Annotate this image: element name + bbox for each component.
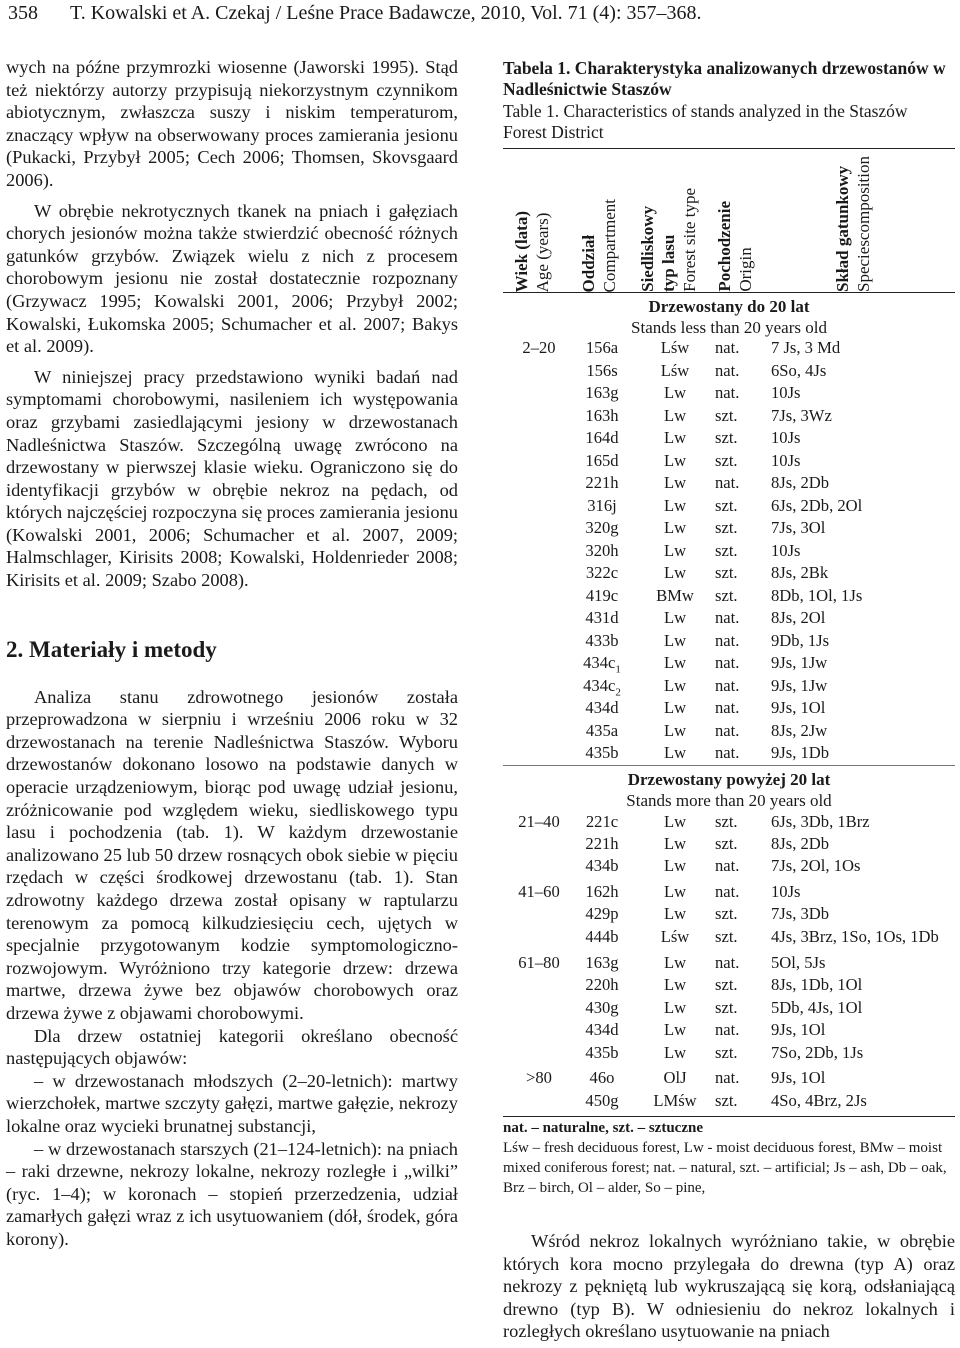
cell-species: 9Js, 1Jw (771, 653, 828, 672)
left-column (6, 56, 458, 1251)
table-row (503, 607, 955, 630)
cell-species: 9Db, 1Js (771, 630, 830, 650)
table-row (503, 881, 955, 904)
header-age-en: Age (years) (533, 212, 552, 292)
cell-species: 5Ol, 5Js (771, 953, 826, 972)
cell-origin: nat. (715, 743, 740, 762)
cell-site-type: Lśw (660, 927, 690, 946)
paragraph-4: Analiza stanu zdrowotnego jesionów została przeprowadzona w sierpniu i wrześniu 2006 roku w 32 drzewostanach na terenie Nadleśnictwa Staszów. Wyboru drzewostanów dokonano losowo na podstawie danych w operacie urządzeniowym, biorąc pod uwagę udział jesionu, zróżnicowanie pod względem wieku, siedliskowego typu lasu i pochodzenia (tab. 1). W każdym drzewostanie analizowano 25 lub 50 drzew rosnących obok siebie w pięciu rzędach w części środkowej drzewostanu (tab. 1). Stan zdrowotny każdego drzewa został opisany w raptularzu terenowym za pomocą kilkudziesięciu cech, ujętych w specjalnie przygotowanym kodzie symptomologiczno-rozwojowym. Wyróżniono trzy kategorie drzew: drzewa martwe, drzewa żywe bez objawów chorobowych oraz drzewa żywe z objawami chorobowymi. (6, 686, 458, 1023)
table-row (503, 495, 955, 518)
cell-compartment: 320h (585, 540, 619, 560)
cell-site-type: Lw (663, 1043, 687, 1062)
table-row (503, 652, 955, 675)
table-row (503, 1019, 955, 1042)
table-row (503, 517, 955, 540)
table-row (503, 811, 955, 834)
table-row (503, 450, 955, 473)
cell-species: 10Js (771, 540, 801, 560)
header-site-type (637, 150, 703, 292)
cell-species: 7So, 2Db, 1Js (771, 1043, 864, 1062)
cell-species: 6Js, 2Db, 2Ol (771, 495, 863, 515)
cell-origin: nat. (715, 953, 740, 972)
table-row (503, 720, 955, 743)
cell-species: 8Js, 2Db (771, 473, 830, 492)
cell-compartment: 419c (585, 585, 619, 605)
cell-site-type: Lw (663, 1020, 687, 1039)
cell-compartment: 162h (585, 882, 619, 901)
paragraph-7: – w drzewostanach starszych (21–124-letnich): na pniach – raki drzewne, nekrozy lokalne, nekrozy rozległe i „wilki” (ryc. 1–4); w koronach – stopień przerzedzenia, udział zamarłych gałęzi wraz z ich usytuowaniem (dół, środek, góra korony). (6, 1138, 458, 1249)
cell-compartment: $434c_2$ (583, 675, 621, 698)
header-age-pl: Wiek (lata) (512, 210, 531, 292)
paragraph-5: Dla drzew ostatniej kategorii określano obecność następujących objawów: (6, 1025, 458, 1069)
cell-site-type: Lśw (660, 360, 690, 380)
cell-compartment: 434d (585, 698, 619, 717)
header-site-pl1: Siedliskowy (638, 206, 657, 292)
header-age (511, 150, 557, 292)
table-note-bold (503, 1118, 955, 1138)
cell-compartment: 163g (585, 383, 619, 402)
table-top-rule (503, 148, 955, 149)
cell-origin: nat. (715, 338, 740, 357)
cell-species: 8Js, 2Ol (771, 608, 826, 627)
cell-compartment: 435b (585, 743, 619, 762)
cell-compartment: 434b (585, 856, 619, 875)
table-row (503, 1067, 955, 1090)
header-orig-en: Origin (736, 247, 755, 292)
section-heading: 2. Materiały i metody (6, 636, 217, 662)
header-orig-pl: Pochodzenie (715, 201, 734, 292)
table-row (503, 360, 955, 383)
cell-species: 7Js, 3Wz (771, 405, 832, 425)
cell-site-type: Lw (663, 383, 687, 402)
cell-site-type: Lw (663, 904, 687, 923)
table-row (503, 585, 955, 608)
cell-origin: nat. (715, 720, 740, 740)
cell-site-type: Lw (663, 856, 687, 875)
table-row (503, 952, 955, 975)
cell-compartment: 450g (585, 1091, 619, 1110)
cell-site-type: Lw (663, 495, 687, 515)
cell-age: >80 (526, 1068, 552, 1087)
right-paragraph-1: Wśród nekroz lokalnych wyróżniano takie, w obrębie których kora mocno przylegała do drewna (typ A) oraz nekrozy z pękniętą lub wykruszającą się korą, odsłaniającą drewno (typ B). W odniesieniu do nekroz lokalnych i rozległych określano usytuowanie na pniach (503, 1231, 955, 1342)
paragraph-3: W niniejszej pracy przedstawiono wyniki badań nad symptomami chorobowymi, nasileniem ich występowania oraz grzybami zasiedlającymi jesiony w drzewostanach Nadleśnictwa Staszów. Szczególną uwagę zwrócono na drzewostany w pierwszej klasie wieku. Ograniczono się do identyfikacji grzybów w obrębie nekroz na pędach, od których najczęściej rozpoczyna się proces zamierania jesionu (Kowalski 2001, 2006; Schumacher et al. 2007, 2009; Halmschlager, Kirisits 2008; Kowalski, Holdenrieder 2008; Kirisits et al. 2009; Szabo 2008). (6, 366, 458, 591)
header-rule (503, 292, 955, 293)
cell-origin: szt. (715, 927, 738, 946)
cell-species: 10Js (771, 450, 801, 470)
cell-origin: nat. (715, 630, 740, 650)
table-caption (503, 58, 955, 143)
section-1-pl: Drzewostany do 20 lat (648, 297, 810, 316)
table-row (503, 630, 955, 653)
cell-origin: nat. (715, 1020, 740, 1039)
section-1-title (503, 296, 955, 338)
cell-site-type: BMw (656, 585, 694, 605)
page-number: 358 (8, 2, 38, 24)
cell-origin: szt. (715, 904, 738, 923)
cell-site-type: LMśw (653, 1091, 697, 1110)
cell-origin: szt. (715, 834, 738, 853)
section-1-en: Stands less than 20 years old (631, 318, 827, 337)
cell-origin: szt. (715, 428, 738, 447)
cell-origin: nat. (715, 653, 740, 672)
cell-site-type: OlJ (663, 1068, 687, 1087)
cell-age: 41–60 (518, 882, 560, 901)
cell-compartment-subscript: 1 (615, 663, 621, 676)
cell-species: 8Js, 1Db, 1Ol (771, 975, 863, 994)
cell-site-type: Lw (663, 518, 687, 537)
cell-compartment: 320g (585, 518, 619, 537)
cell-species: 8Js, 2Jw (771, 720, 828, 740)
cell-compartment: 221h (585, 834, 619, 853)
cell-compartment: 435b (585, 1043, 619, 1062)
cell-site-type: Lw (663, 743, 687, 762)
header-site-en: Forest site type (680, 188, 699, 292)
cell-site-type: Lw (663, 975, 687, 994)
cell-species: 8Db, 1Ol, 1Js (771, 585, 863, 605)
table-row (503, 337, 955, 360)
cell-site-type: Lw (663, 473, 687, 492)
cell-species: 5Db, 4Js, 1Ol (771, 998, 863, 1017)
table-row (503, 997, 955, 1020)
header-origin (714, 150, 760, 292)
cell-species: 10Js (771, 428, 801, 447)
cell-compartment: 46o (589, 1068, 615, 1087)
header-site-pl2: typ lasu (659, 234, 678, 292)
cell-species: 9Js, 1Jw (771, 675, 828, 695)
cell-origin: nat. (715, 698, 740, 717)
note-bold-text: nat. – naturalne, szt. – sztuczne (503, 1120, 703, 1136)
cell-site-type: Lw (663, 405, 687, 425)
table-note-en: Lśw – fresh deciduous forest, Lw - moist deciduous forest, BMw – moist mixed coniferous forest; nat. – natural, szt. – artificial; Js – ash, Db – oak, Brz – birch, Ol – alder, So – pine, (503, 1140, 947, 1196)
cell-compartment: 221c (585, 812, 619, 831)
cell-origin: szt. (715, 998, 738, 1017)
cell-species: 7Js, 2Ol, 1Os (771, 856, 861, 875)
cell-origin: nat. (715, 360, 740, 380)
cell-origin: nat. (715, 473, 740, 492)
cell-compartment: 164d (585, 428, 619, 447)
table-row (503, 903, 955, 926)
cell-compartment: 444b (585, 927, 619, 946)
cell-origin: szt. (715, 563, 738, 582)
cell-site-type: Lw (663, 608, 687, 627)
cell-site-type: Lw (663, 720, 687, 740)
header-spec-en1: Species (854, 240, 873, 292)
cell-origin: szt. (715, 1091, 738, 1110)
cell-site-type: Lśw (660, 338, 690, 357)
cell-origin: szt. (715, 1043, 738, 1062)
cell-origin: szt. (715, 585, 738, 605)
paragraph-2: W obrębie nekrotycznych tkanek na pniach i gałęziach chorych jesionów można także stwierdzić obecność różnych gatunków grzybów. Związek wielu z nich z procesem chorobowym jesionu nie został dostatecznie rozpoznany (Grzywacz 1995; Kowalski 2001, 2006; Przybył 2002; Kowalski, Łukomska 2005; Schumacher et al. 2007; Bakys et al. 2009). (6, 200, 458, 357)
cell-site-type: Lw (663, 882, 687, 901)
cell-site-type: Lw (663, 540, 687, 560)
cell-compartment: 435a (585, 720, 619, 740)
caption-en: Table 1. Characteristics of stands analyzed in the Staszów Forest District (503, 101, 908, 142)
table-row (503, 472, 955, 495)
table-row (503, 697, 955, 720)
header-spec-pl: Skład gatunkowy (833, 165, 852, 292)
table-row (503, 742, 955, 765)
cell-compartment-subscript: 2 (615, 685, 621, 698)
cell-species: 6Js, 3Db, 1Brz (771, 812, 870, 831)
cell-species: 9Js, 1Ol (771, 1020, 826, 1039)
cell-compartment: 163g (585, 953, 619, 972)
cell-origin: szt. (715, 518, 738, 537)
table-row (503, 833, 955, 856)
cell-compartment: 434d (585, 1020, 619, 1039)
section-divider (503, 765, 955, 766)
table-row (503, 1090, 955, 1113)
section-2-pl: Drzewostany powyżej 20 lat (627, 770, 831, 789)
cell-origin: szt. (715, 540, 738, 560)
cell-site-type: Lw (663, 698, 687, 717)
header-compartment (578, 150, 624, 292)
header-comp-pl: Oddział (579, 234, 598, 292)
paragraph-6: – w drzewostanach młodszych (2–20-letnich): martwy wierzchołek, martwe szczyty gałęzi, martwe gałęzie, nekrozy lokalne oraz wycieki brunatnej substancji, (6, 1070, 458, 1136)
table-row (503, 926, 955, 949)
cell-species: 10Js (771, 882, 801, 901)
cell-species: 8Js, 2Db (771, 834, 830, 853)
header-spec-en2: composition (854, 156, 873, 241)
table-row (503, 405, 955, 428)
cell-species: 7Js, 3Db (771, 904, 830, 923)
cell-compartment: 163h (585, 405, 619, 425)
cell-origin: nat. (715, 1068, 740, 1087)
cell-origin: nat. (715, 675, 740, 695)
caption-pl: Tabela 1. Charakterystyka analizowanych drzewostanów w Nadleśnictwie Staszów (503, 58, 946, 99)
cell-age: 61–80 (518, 953, 560, 972)
cell-site-type: Lw (663, 998, 687, 1017)
cell-compartment: 429p (585, 904, 619, 923)
cell-compartment: 433b (585, 630, 619, 650)
cell-compartment: 430g (585, 998, 619, 1017)
cell-site-type: Lw (663, 953, 687, 972)
cell-site-type: Lw (663, 428, 687, 447)
table-row (503, 427, 955, 450)
cell-site-type: Lw (663, 834, 687, 853)
cell-site-type: Lw (663, 630, 687, 650)
cell-origin: nat. (715, 383, 740, 402)
cell-compartment: 316j (587, 495, 617, 515)
cell-compartment: 156a (585, 338, 619, 357)
paragraph-1: wych na późne przymrozki wiosenne (Jaworski 1995). Stąd też niektórzy autorzy przypisują niekorzystnym czynnikom abiotycznym, zwłaszcza suszy i niskim temperaturom, znaczący wpływ na obserwowany proces zamierania jesionu (Pukacki, Przybył 2005; Cech 2006; Thomsen, Skovsgaard 2006). (6, 57, 458, 190)
table-bottom-rule (503, 1116, 955, 1117)
cell-compartment: 431d (585, 608, 619, 627)
table-row (503, 675, 955, 698)
cell-origin: szt. (715, 975, 738, 994)
cell-species: 6So, 4Js (771, 360, 827, 380)
cell-compartment: 221h (585, 473, 619, 492)
section-2-title (503, 769, 955, 811)
section-2-en: Stands more than 20 years old (626, 791, 832, 810)
table-row (503, 540, 955, 563)
cell-age: 21–40 (518, 812, 560, 831)
table-row (503, 1042, 955, 1065)
cell-compartment: 156s (586, 360, 618, 380)
cell-origin: nat. (715, 608, 740, 627)
header-comp-en: Compartment (600, 198, 619, 292)
table-row (503, 974, 955, 997)
cell-species: 9Js, 1Db (771, 743, 830, 762)
cell-compartment: $434c_1$ (583, 653, 621, 676)
cell-origin: szt. (715, 495, 738, 515)
cell-origin: nat. (715, 856, 740, 875)
cell-site-type: Lw (663, 653, 687, 672)
cell-site-type: Lw (663, 675, 687, 695)
cell-site-type: Lw (663, 450, 687, 470)
cell-species: 7 Js, 3 Md (771, 338, 841, 357)
running-head (8, 2, 702, 25)
table-row (503, 562, 955, 585)
cell-origin: szt. (715, 450, 738, 470)
cell-site-type: Lw (663, 563, 687, 582)
table-row (503, 855, 955, 878)
cell-species: 8Js, 2Bk (771, 563, 829, 582)
cell-site-type: Lw (663, 812, 687, 831)
cell-origin: szt. (715, 812, 738, 831)
cell-species: 10Js (771, 383, 801, 402)
cell-origin: szt. (715, 405, 738, 425)
cell-species: 4So, 4Brz, 2Js (771, 1091, 867, 1110)
table-row (503, 382, 955, 405)
cell-compartment: 220h (585, 975, 619, 994)
cell-compartment: 322c (585, 563, 619, 582)
cell-species: 9Js, 1Ol (771, 1068, 826, 1087)
cell-species: 4Js, 3Brz, 1So, 1Os, 1Db (771, 927, 939, 946)
header-species (832, 150, 898, 292)
cell-species: 9Js, 1Ol (771, 698, 826, 717)
cell-origin: nat. (715, 882, 740, 901)
cell-species: 7Js, 3Ol (771, 518, 826, 537)
cell-compartment: 165d (585, 450, 619, 470)
citation: T. Kowalski et A. Czekaj / Leśne Prace Badawcze, 2010, Vol. 71 (4): 357–368. (70, 2, 702, 24)
cell-age: 2–20 (522, 338, 556, 357)
